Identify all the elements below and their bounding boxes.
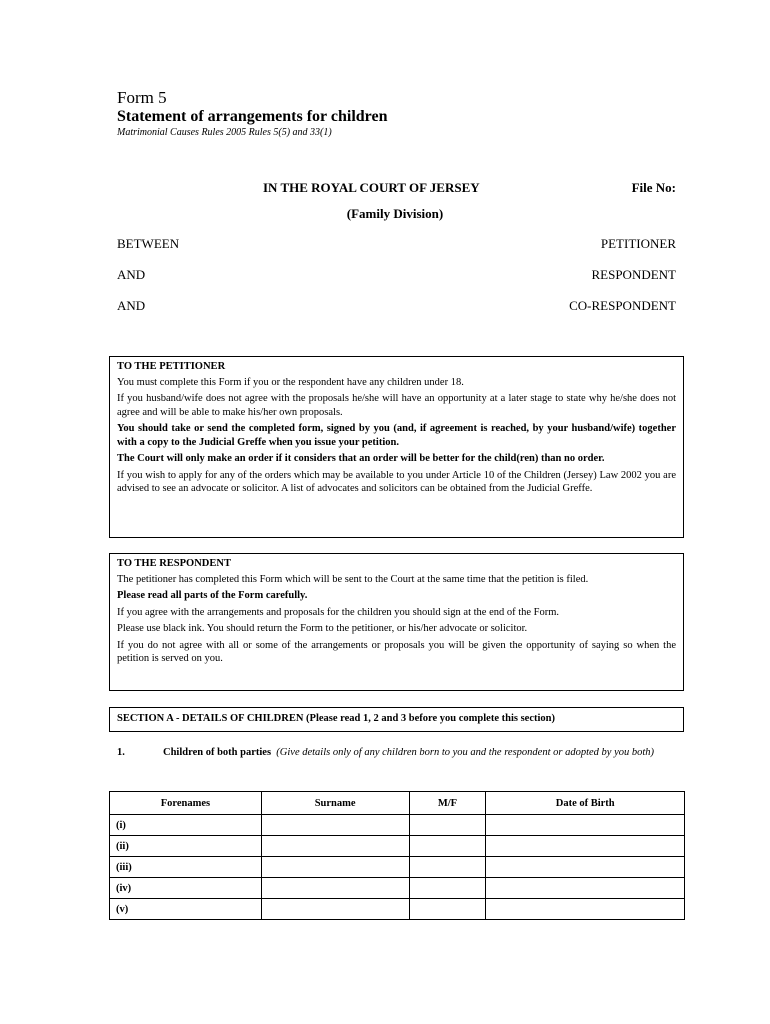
- surname-cell[interactable]: [261, 878, 409, 899]
- petitioner-notice-p5: If you wish to apply for any of the orders which may be available to you under Article 10 of the Children (Jersey) Law 2002 you are advised to see an advocate or solicitor. A list of advocates and solicitors can be obtained from the Judicial Greffe.: [117, 469, 676, 494]
- header-sex: M/F: [409, 792, 486, 815]
- form-title: Statement of arrangements for children: [117, 108, 388, 125]
- respondent-notice-heading: TO THE RESPONDENT: [117, 558, 231, 569]
- date-of-birth-cell[interactable]: [486, 857, 685, 878]
- party-and-label-1: AND: [117, 267, 146, 282]
- respondent-notice-p2: Please read all parts of the Form carefully.: [117, 590, 308, 601]
- form-number: Form 5: [117, 88, 167, 107]
- petitioner-notice-p3: You should take or send the completed form, signed by you (and, if agreement is reached, by your husband/wife) together with a copy to the Judicial Greffe when you issue your petition.: [117, 423, 676, 448]
- petitioner-notice-heading: TO THE PETITIONER: [117, 361, 226, 372]
- date-of-birth-cell[interactable]: [486, 836, 685, 857]
- date-of-birth-cell[interactable]: [486, 815, 685, 836]
- header-date-of-birth: Date of Birth: [486, 792, 685, 815]
- table-row: [110, 815, 685, 836]
- sex-cell[interactable]: [409, 815, 486, 836]
- sex-cell[interactable]: [409, 878, 486, 899]
- row-label: (i): [110, 815, 262, 836]
- item-1-number: 1.: [117, 747, 125, 758]
- petitioner-notice-p4: The Court will only make an order if it considers that an order will be better for the child(ren) than no order.: [117, 453, 605, 464]
- court-division: (Family Division): [346, 206, 444, 221]
- section-a-heading: SECTION A - DETAILS OF CHILDREN (Please read 1, 2 and 3 before you complete this section): [109, 707, 684, 732]
- table-row: [110, 878, 685, 899]
- respondent-notice-p4: Please use black ink. You should return the Form to the petitioner, or his/her advocate or solicitor.: [117, 623, 528, 634]
- surname-cell[interactable]: [261, 857, 409, 878]
- row-label: (iv): [110, 878, 262, 899]
- petitioner-notice-box: [109, 356, 684, 538]
- table-row: [110, 857, 685, 878]
- surname-cell[interactable]: [261, 836, 409, 857]
- respondent-notice-box: [109, 553, 684, 691]
- court-name: IN THE ROYAL COURT OF JERSEY: [263, 180, 480, 195]
- sex-cell[interactable]: [409, 836, 486, 857]
- sex-cell[interactable]: [409, 899, 486, 920]
- party-and-label-2: AND: [117, 298, 146, 313]
- surname-cell[interactable]: [261, 899, 409, 920]
- respondent-notice-p5: If you do not agree with all or some of the arrangements or proposals you will be given the opportunity of saying so when the petition is served on you.: [117, 639, 676, 664]
- party-respondent-label: RESPONDENT: [591, 267, 676, 282]
- petitioner-notice-p1: You must complete this Form if you or the respondent have any children under 18.: [117, 376, 464, 388]
- table-row: [110, 836, 685, 857]
- row-label: (v): [110, 899, 262, 920]
- respondent-notice-p1: The petitioner has completed this Form which will be sent to the Court at the same time that the petition is filed.: [117, 573, 589, 585]
- surname-cell[interactable]: [261, 815, 409, 836]
- form-rules: Matrimonial Causes Rules 2005 Rules 5(5) and 33(1): [117, 127, 332, 138]
- party-petitioner-label: PETITIONER: [600, 236, 676, 251]
- item-1-label: Children of both parties: [163, 747, 272, 758]
- header-forenames: Forenames: [110, 792, 262, 815]
- children-table: [109, 791, 685, 920]
- children-table-header-row: [110, 792, 685, 815]
- sex-cell[interactable]: [409, 857, 486, 878]
- file-no-label: File No:: [631, 180, 676, 195]
- date-of-birth-cell[interactable]: [486, 878, 685, 899]
- petitioner-notice-p2: If you husband/wife does not agree with the proposals he/she will have an opportunity at a later stage to state why he/she does not agree and will be able to make his/her own proposals.: [117, 393, 676, 418]
- item-1-description: (Give details only of any children born to you and the respondent or adopted by you both): [276, 747, 655, 758]
- row-label: (ii): [110, 836, 262, 857]
- date-of-birth-cell[interactable]: [486, 899, 685, 920]
- table-row: [110, 899, 685, 920]
- row-label: (iii): [110, 857, 262, 878]
- header-surname: Surname: [261, 792, 409, 815]
- party-between-label: BETWEEN: [117, 236, 180, 251]
- respondent-notice-p3: If you agree with the arrangements and proposals for the children you should sign at the end of the Form.: [117, 606, 560, 618]
- party-co-respondent-label: CO-RESPONDENT: [569, 298, 676, 313]
